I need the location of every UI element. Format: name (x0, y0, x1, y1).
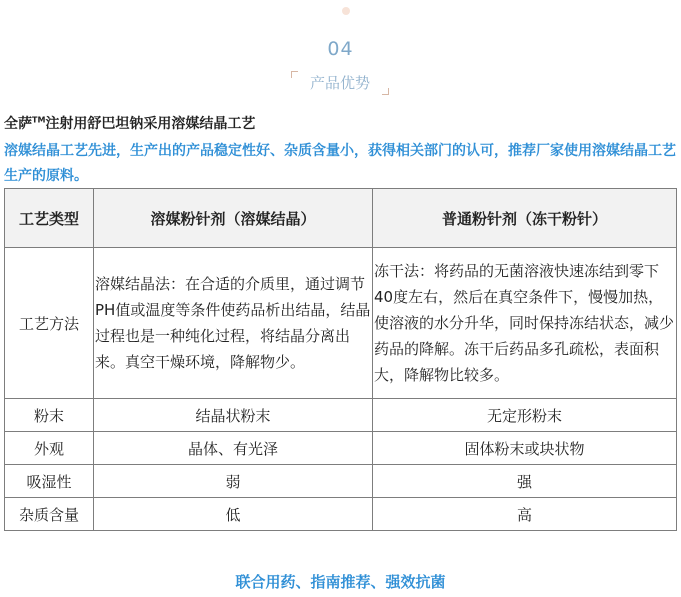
table-row (5, 498, 677, 531)
cell-freeze-dry: 强 (373, 465, 677, 498)
comparison-table (4, 188, 677, 531)
header-solvent-powder: 溶媒粉针剂（溶媒结晶） (94, 189, 373, 248)
heading-brand: 全萨 (4, 116, 32, 132)
table-row (5, 465, 677, 498)
row-label: 工艺方法 (5, 248, 94, 399)
cell-freeze-dry: 高 (373, 498, 677, 531)
table-row (5, 432, 677, 465)
section-number: 04 (327, 38, 354, 60)
trademark-mark: TM (32, 115, 46, 125)
corner-bracket-top-left (291, 71, 298, 78)
footer-tagline: 联合用药、指南推荐、强效抗菌 (235, 573, 446, 591)
section-title-text: 产品优势 (309, 74, 370, 92)
row-label: 粉末 (5, 399, 94, 432)
row-label: 外观 (5, 432, 94, 465)
cell-freeze-dry: 无定形粉末 (373, 399, 677, 432)
heading-text: 注射用舒巴坦钠采用溶媒结晶工艺 (45, 116, 256, 132)
cell-solvent: 晶体、有光泽 (94, 432, 373, 465)
cell-solvent: 结晶状粉末 (94, 399, 373, 432)
table-row-method (5, 248, 677, 399)
method-freeze-dry-text: 冻干法：将药品的无菌溶液快速冻结到零下40度左右，然后在真空条件下，慢慢加热，使溶液的水分升华，同时保持冻结状态，减少药品的降解。冻干后药品多孔疏松，表面积大，降解物比较多。 (373, 248, 677, 399)
cell-solvent: 弱 (94, 465, 373, 498)
header-freeze-dried-powder: 普通粉针剂（冻干粉针） (373, 189, 677, 248)
cell-freeze-dry: 固体粉末或块状物 (373, 432, 677, 465)
header-process-type: 工艺类型 (5, 189, 94, 248)
table-header-row (5, 189, 677, 248)
cell-solvent: 低 (94, 498, 373, 531)
corner-bracket-bottom-right (382, 88, 389, 95)
row-label: 吸湿性 (5, 465, 94, 498)
table-row (5, 399, 677, 432)
section-title (291, 71, 389, 95)
intro-paragraph: 溶媒结晶工艺先进，生产出的产品稳定性好、杂质含量小，获得相关部门的认可，推荐厂家使用溶媒结晶工艺生产的原料。 (4, 143, 676, 184)
decorative-dot (342, 7, 350, 15)
row-label: 杂质含量 (5, 498, 94, 531)
product-heading (4, 113, 255, 133)
method-solvent-text: 溶媒结晶法：在合适的介质里，通过调节PH值或温度等条件使药品析出结晶，结晶过程也是一种纯化过程，将结晶分离出来。真空干燥环境，降解物少。 (94, 248, 373, 399)
